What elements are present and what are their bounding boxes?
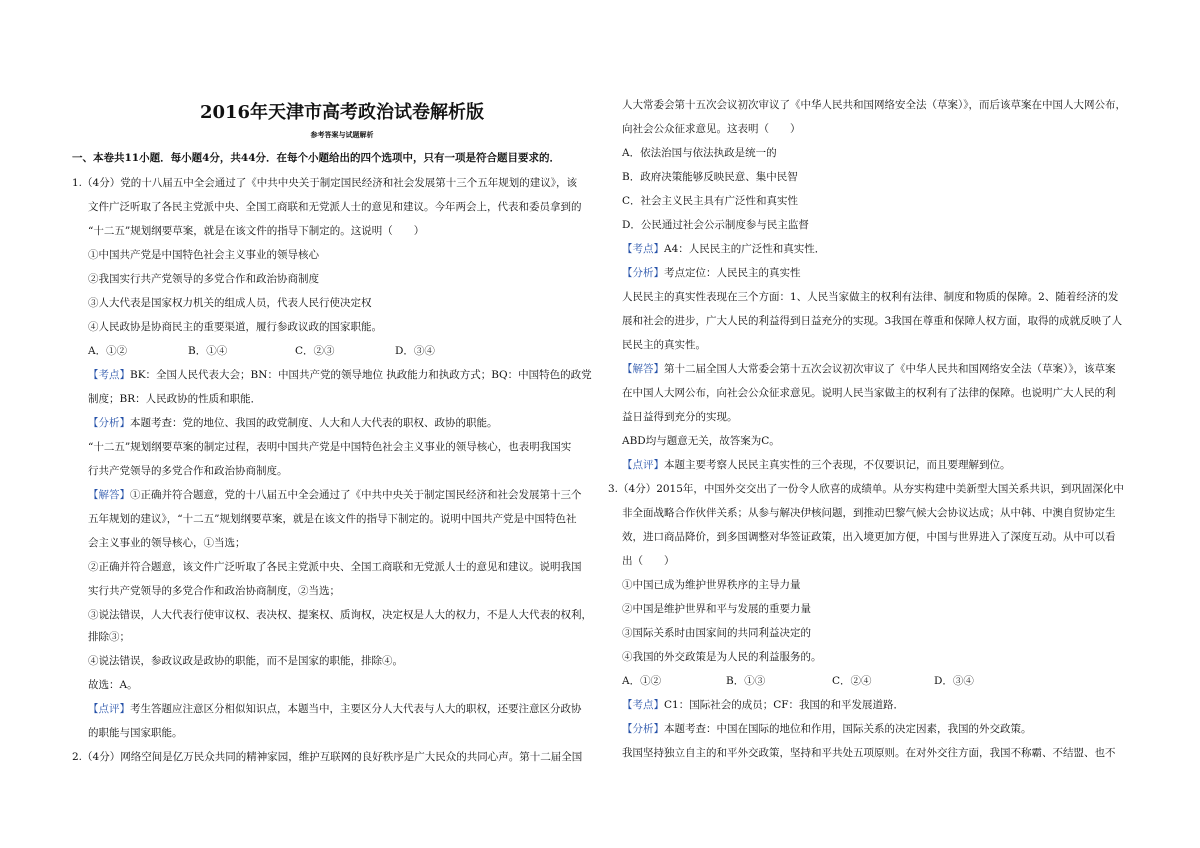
q3-item: ③国际关系时由国家间的共同利益决定的 <box>622 627 811 639</box>
fenxi-text: 考点定位：人民民主的真实性 <box>664 267 801 279</box>
q3-item: ①中国已成为维护世界秩序的主导力量 <box>622 579 801 591</box>
q2-jieda: 益日益得到充分的实现。 <box>622 411 738 423</box>
q3-kaodian <box>622 698 904 712</box>
q2-jieda: ABD均与题意无关，故答案为C。 <box>622 435 780 447</box>
q3-item: ②中国是维护世界和平与发展的重要力量 <box>622 603 811 615</box>
q3-item: ④我国的外交政策是为人民的利益服务的。 <box>622 651 822 663</box>
q3-stem: 3.（4分）2015年，中国外交交出了一份令人欣喜的成绩单。从夯实构建中美新型大国关系共识，到巩固深化中 <box>608 483 1124 495</box>
q2-fenxi <box>622 266 801 280</box>
q1-jieda: 会主义事业的领导核心，①当选； <box>88 537 246 549</box>
q3-option-d: D．③④ <box>934 675 974 687</box>
fenxi-tag: 【分析】 <box>88 417 130 429</box>
q1-jieda: ②正确并符合题意，该文件广泛听取了各民主党派中央、全国工商联和无党派人士的意见和建议。说明我国 <box>88 561 582 573</box>
kaodian-tag: 【考点】 <box>622 243 664 255</box>
q1-kaodian <box>88 368 592 382</box>
q2-option-c: C．社会主义民主具有广泛性和真实性 <box>622 195 799 207</box>
q3-options <box>622 674 974 688</box>
kaodian-text: C1：国际社会的成员；CF：我国的和平发展道路． <box>664 699 905 711</box>
q1-stem: 1.（4分）党的十八届五中全会通过了《中共中央关于制定国民经济和社会发展第十三个五年规划的建议》，该 <box>72 177 577 189</box>
document-title: 2016年天津市高考政治试卷解析版 <box>199 102 485 123</box>
q1-jieda: ④说法错误，参政议政是政协的职能，而不是国家的职能，排除④。 <box>88 655 403 667</box>
document-subtitle: 参考答案与试题解析 <box>310 130 374 139</box>
q1-stem: “十二五”规划纲要草案，就是在该文件的指导下制定的。这说明（ ） <box>88 225 425 237</box>
q1-fenxi <box>88 416 498 430</box>
q3-option-b: B．①③ <box>726 675 766 687</box>
q2-dianping <box>622 458 1011 472</box>
q2-fenxi: 民民主的真实性。 <box>622 339 706 351</box>
q3-stem: 非全面战略合作伙伴关系；从参与解决伊核问题，到推动巴黎气候大会协议达成；从中韩、中澳自贸协定生 <box>622 507 1116 519</box>
q2-fenxi: 展和社会的进步，广大人民的利益得到日益充分的实现。3我国在尊重和保障人权方面，取得的成就反映了人 <box>622 315 1123 327</box>
q2-stem: 2.（4分）网络空间是亿万民众共同的精神家园，维护互联网的良好秩序是广大民众的共同心声。第十二届全国 <box>72 751 583 763</box>
q2-jieda <box>622 362 1116 376</box>
q1-jieda: 五年规划的建议》，“十二五”规划纲要草案，就是在该文件的指导下制定的。说明中国共产党是中国特色社 <box>88 513 577 525</box>
kaodian-text: A4：人民民主的广泛性和真实性． <box>664 243 826 255</box>
fenxi-text: 本题考查：党的地位、我国的政党制度、人大和人大代表的职权、政协的职能。 <box>130 417 498 429</box>
q1-item: ③人大代表是国家权力机关的组成人员，代表人民行使决定权 <box>88 297 372 309</box>
q1-jieda: 实行共产党领导的多党合作和政治协商制度，②当选； <box>88 585 340 597</box>
q3-option-a: A．①② <box>622 675 662 687</box>
q1-kaodian: 制度；BR：人民政协的性质和职能． <box>88 393 262 405</box>
dianping-tag: 【点评】 <box>622 459 664 471</box>
q1-options <box>88 344 435 358</box>
q1-option-b: B．①④ <box>188 345 228 357</box>
q3-stem: 效，进口商品降价，到多国调整对华签证政策，出入境更加方便，中国与世界进入了深度互动。从中可以看 <box>622 531 1116 543</box>
q2-option-d: D．公民通过社会公示制度参与民主监督 <box>622 219 809 231</box>
jieda-tag: 【解答】 <box>88 489 130 501</box>
q1-fenxi: “十二五”规划纲要草案的制定过程，表明中国共产党是中国特色社会主义事业的领导核心，也表明我国实 <box>88 441 572 453</box>
q2-stem: 向社会公众征求意见。这表明（ ） <box>622 123 801 135</box>
q1-option-a: A．①② <box>88 345 128 357</box>
q2-stem: 人大常委会第十五次会议初次审议了《中华人民共和国网络安全法（草案）》，而后该草案在中国人大网公布， <box>622 99 1126 111</box>
q1-dianping <box>88 702 582 716</box>
q1-jieda: ③说法错误，人大代表行使审议权、表决权、提案权、质询权，决定权是人大的权力，不是人大代表的权利， <box>88 609 592 621</box>
dianping-text: 考生答题应注意区分相似知识点，本题当中，主要区分人大代表与人大的职权，还要注意区分政协 <box>130 703 582 715</box>
jieda-tag: 【解答】 <box>622 363 664 375</box>
q1-option-d: D．③④ <box>395 345 435 357</box>
q3-fenxi <box>622 722 1032 736</box>
q2-fenxi: 人民民主的真实性表现在三个方面：1、人民当家做主的权利有法律、制度和物质的保障。2、随着经济的发 <box>622 291 1119 303</box>
section-heading: 一、本卷共11小题．每小题4分，共44分．在每个小题给出的四个选项中，只有一项是符合题目要求的． <box>72 152 561 164</box>
q1-jieda <box>88 488 582 502</box>
fenxi-tag: 【分析】 <box>622 723 664 735</box>
q1-jieda: 故选：A。 <box>88 679 138 691</box>
q2-option-b: B．政府决策能够反映民意、集中民智 <box>622 171 798 183</box>
q1-fenxi: 行共产党领导的多党合作和政治协商制度。 <box>88 465 288 477</box>
q3-stem: 出（ ） <box>622 555 675 567</box>
q1-item: ④人民政协是协商民主的重要渠道，履行参政议政的国家职能。 <box>88 321 382 333</box>
q3-fenxi: 我国坚持独立自主的和平外交政策，坚持和平共处五项原则。在对外交往方面，我国不称霸、不结盟、也不 <box>622 747 1116 759</box>
fenxi-text: 本题考查：中国在国际的地位和作用，国际关系的决定因素，我国的外交政策。 <box>664 723 1032 735</box>
q2-option-a: A．依法治国与依法执政是统一的 <box>622 147 777 159</box>
q1-item: ①中国共产党是中国特色社会主义事业的领导核心 <box>88 249 319 261</box>
fenxi-tag: 【分析】 <box>622 267 664 279</box>
kaodian-text: BK：全国人民代表大会；BN：中国共产党的领导地位 执政能力和执政方式；BQ：中国特色的政党 <box>130 369 592 381</box>
q1-item: ②我国实行共产党领导的多党合作和政治协商制度 <box>88 273 319 285</box>
dianping-text: 本题主要考察人民民主真实性的三个表现，不仅要识记，而且要理解到位。 <box>664 459 1011 471</box>
q1-jieda: 排除③； <box>88 631 130 643</box>
q1-option-c: C．②③ <box>295 345 335 357</box>
q1-stem: 文件广泛听取了各民主党派中央、全国工商联和无党派人士的意见和建议。今年两会上，代表和委员拿到的 <box>88 201 582 213</box>
jieda-text: 第十二届全国人大常委会第十五次会议初次审议了《中华人民共和国网络安全法（草案）》，该草案 <box>664 363 1116 375</box>
dianping-tag: 【点评】 <box>88 703 130 715</box>
q2-jieda: 在中国人大网公布，向社会公众征求意见。说明人民当家做主的权利有了法律的保障。也说明广大人民的利 <box>622 387 1116 399</box>
jieda-text: ①正确并符合题意，党的十八届五中全会通过了《中共中央关于制定国民经济和社会发展第十三个 <box>130 489 582 501</box>
kaodian-tag: 【考点】 <box>622 699 664 711</box>
q3-option-c: C．②④ <box>832 675 872 687</box>
q2-kaodian <box>622 242 825 256</box>
q1-dianping: 的职能与国家职能。 <box>88 727 183 739</box>
kaodian-tag: 【考点】 <box>88 369 130 381</box>
